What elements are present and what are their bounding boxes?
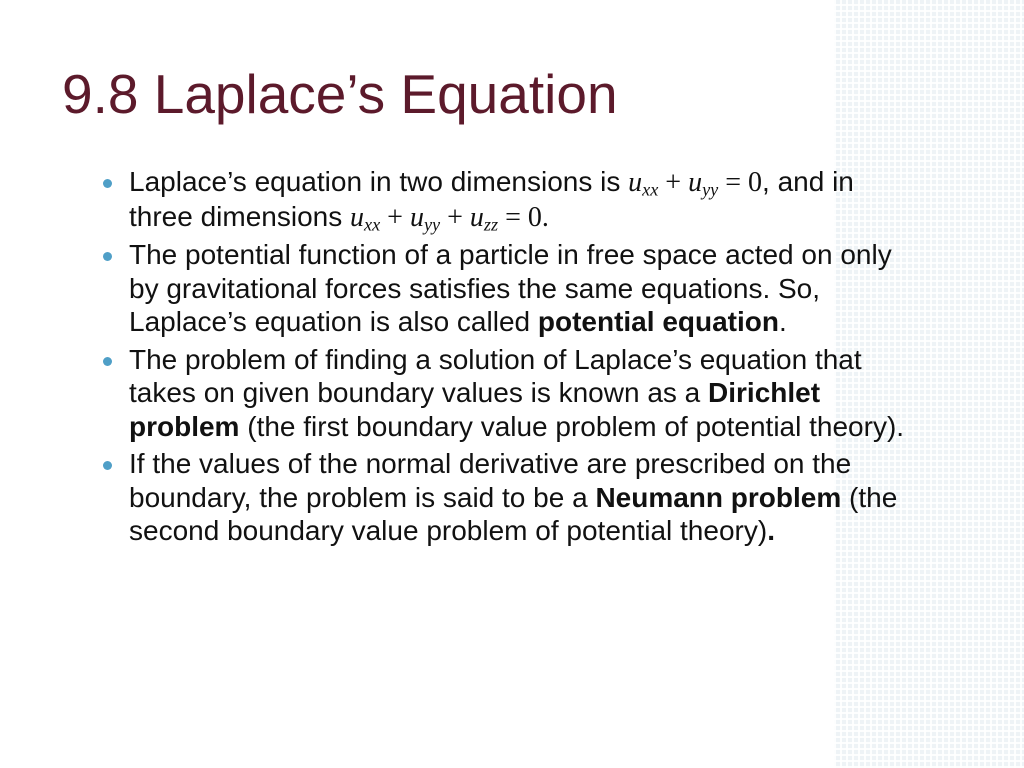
equation-2d: $u_{xx} + u_{yy} = 0$ bbox=[628, 167, 763, 200]
bullet-dot-icon bbox=[103, 179, 112, 188]
bullet-dot-icon bbox=[103, 357, 112, 366]
term-potential-equation: potential equation bbox=[537, 306, 779, 337]
bullet-item-4: If the values of the normal derivative are prescribed on the boundary, the problem is said to be a Neumann problem (the second boundary value problem of potential theory). bbox=[100, 447, 915, 548]
slide-title: 9.8 Laplace’s Equation bbox=[62, 63, 618, 125]
bullet-dot-icon bbox=[103, 461, 112, 470]
term-neumann-problem: Neumann problem bbox=[595, 481, 842, 513]
bullet-item-1: Laplace’s equation in two dimensions is $u_{xx} + u_{yy} = 0$, and in three dimensions $u_{xx} + u_{yy} + u_{zz} = 0$. bbox=[100, 165, 915, 234]
bullet-item-2: The potential function of a particle in free space acted on only by gravitational forces satisfies the same equations. So, Laplace’s equation is also called potential equation. bbox=[100, 238, 915, 339]
bullet-item-3: The problem of finding a solution of Laplace’s equation that takes on given boundary values is known as a Dirichlet problem (the first boundary value problem of potential theory). bbox=[100, 343, 915, 444]
bullet-dot-icon bbox=[103, 252, 112, 261]
equation-3d: $u_{xx} + u_{yy} + u_{zz} = 0$. bbox=[350, 201, 549, 235]
bullet-list bbox=[100, 165, 915, 552]
term-dirichlet-problem: Dirichlet problem bbox=[129, 377, 821, 442]
